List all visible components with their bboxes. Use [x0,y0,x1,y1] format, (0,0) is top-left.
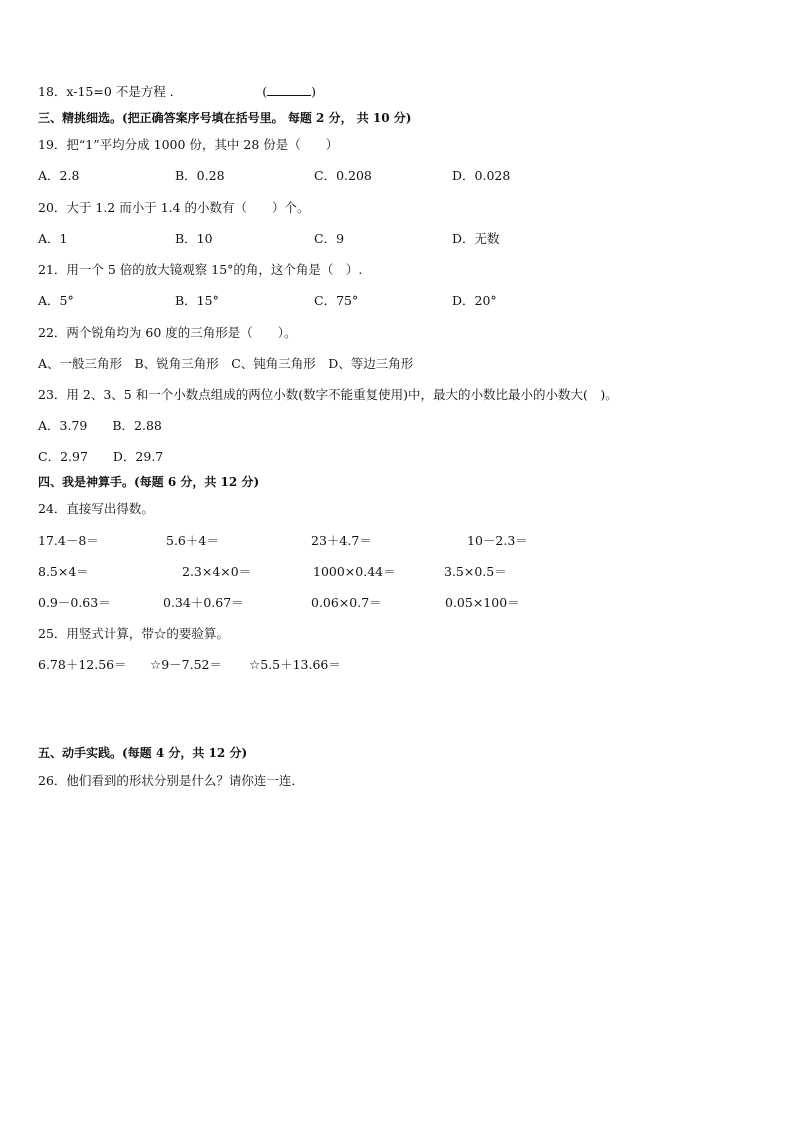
question-18-text: 18．x-15=0 不是方程 ． [38,84,183,99]
question-23-stem: 23．用 2、3、5 和一个小数点组成的两位小数(数字不能重复使用)中，最大的小数比最小的小数大( )。 [38,387,618,402]
vertical-calc-item: ☆9－7.52＝ [150,657,222,672]
question-22-stem: 22．两个锐角均为 60 度的三角形是（ ）。 [38,325,297,340]
question-24-stem: 24．直接写出得数。 [38,501,154,516]
option-c: C．75° [314,293,359,308]
option-b: B．0.28 [175,168,225,183]
option-a: A．5° [38,293,74,308]
option-c: C．9 [314,231,345,246]
calc-item: 0.06×0.7＝ [311,595,382,610]
question-21-stem: 21．用一个 5 倍的放大镜观察 15°的角，这个角是（ ）. [38,262,363,277]
vertical-calc-item: ☆5.5＋13.66＝ [249,657,341,672]
option-d: D．0.028 [452,168,511,183]
question-26-stem: 26．他们看到的形状分别是什么？请你连一连． [38,773,304,788]
option-c: C．0.208 [314,168,372,183]
question-23-options-2: C．2.97 D．29.7 [38,449,164,464]
section-4-heading: 四、我是神算手。(每题 6 分，共 12 分) [38,475,260,489]
option-d: D．无数 [452,231,500,246]
calc-item: 0.05×100＝ [445,595,520,610]
answer-paren-close: ) [311,84,316,99]
answer-paren-open: ( [262,84,268,99]
calc-item: 3.5×0.5＝ [444,564,507,579]
option-b: B．15° [175,293,219,308]
question-22-options: A、一般三角形 B、锐角三角形 C、钝角三角形 D、等边三角形 [38,356,414,371]
section-5-heading: 五、动手实践。(每题 4 分，共 12 分) [38,746,248,760]
calc-item: 5.6＋4＝ [166,533,219,548]
question-19-stem: 19．把“1”平均分成 1000 份，其中 28 份是（ ） [38,137,339,152]
calc-item: 1000×0.44＝ [313,564,396,579]
calc-item: 23＋4.7＝ [311,533,372,548]
calc-item: 8.5×4＝ [38,564,89,579]
calc-item: 17.4－8＝ [38,533,99,548]
question-25-stem: 25．用竖式计算，带☆的要验算。 [38,626,229,641]
question-23-options-1: A．3.79 B．2.88 [38,418,162,433]
calc-item: 0.9－0.63＝ [38,595,111,610]
option-b: B．10 [175,231,213,246]
option-a: A．1 [38,231,68,246]
question-18 [38,82,316,100]
calc-item: 0.34＋0.67＝ [163,595,244,610]
option-d: D．20° [452,293,497,308]
question-20-stem: 20．大于 1.2 而小于 1.4 的小数有（ ）个。 [38,200,310,215]
section-3-heading: 三、精挑细选。(把正确答案序号填在括号里。 每题 2 分， 共 10 分) [38,111,412,125]
answer-blank[interactable] [267,84,311,96]
option-a: A．2.8 [38,168,80,183]
calc-item: 10－2.3＝ [467,533,528,548]
calc-item: 2.3×4×0＝ [182,564,252,579]
vertical-calc-item: 6.78＋12.56＝ [38,657,127,672]
